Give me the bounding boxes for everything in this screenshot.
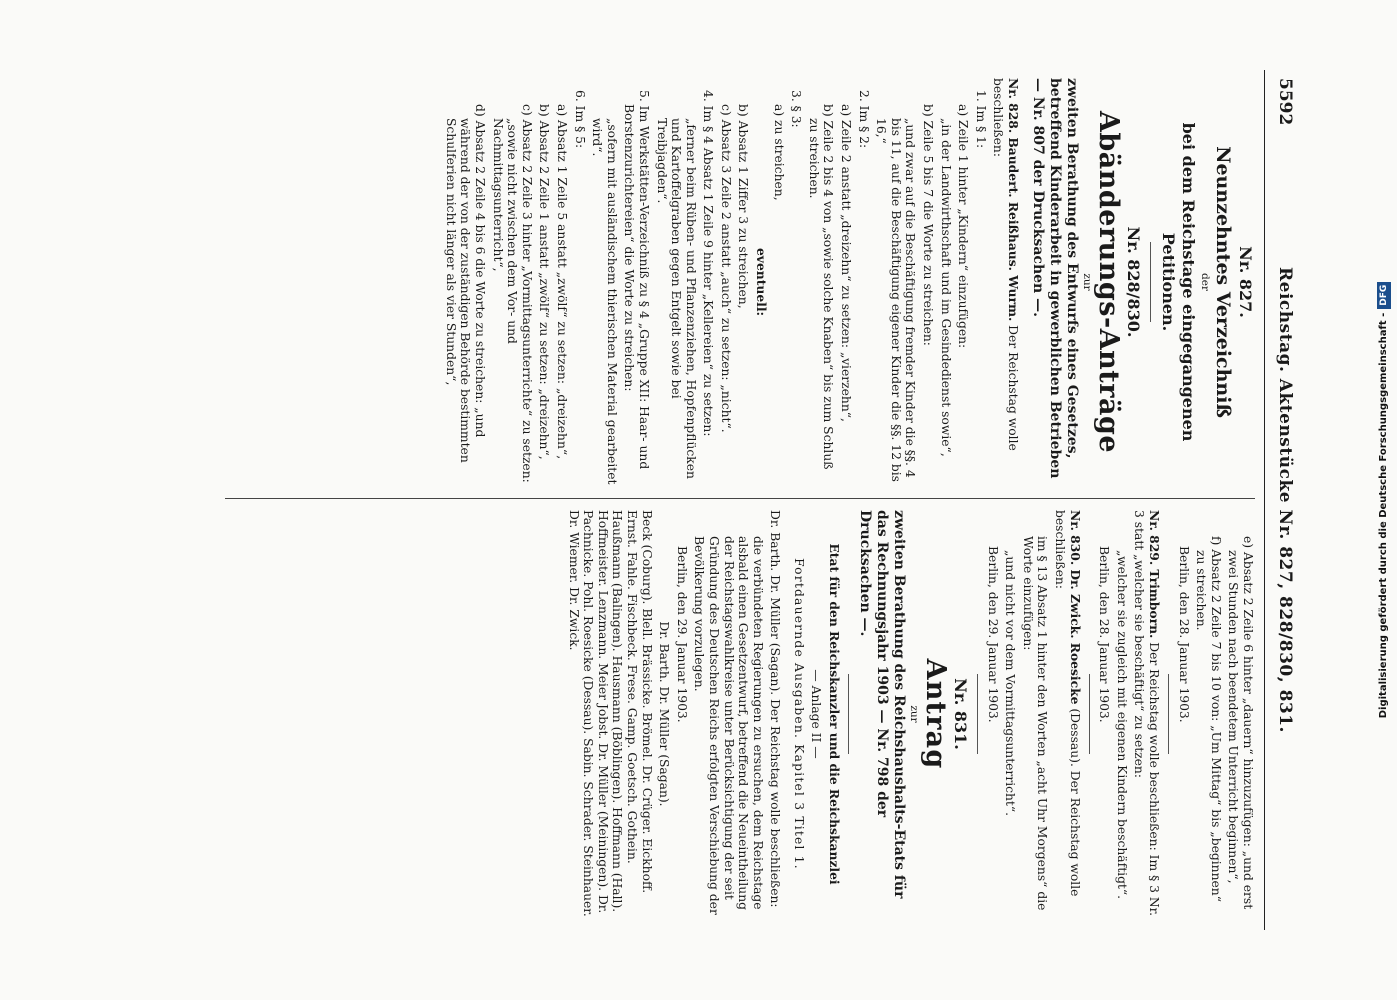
n829-text: Der Reichstag wolle beschließen: Im § 3 Nr. 3 statt „welcher sie beschäftigt“ zu setzen: bbox=[1131, 510, 1161, 917]
signatures-lead: Dr. Barth. Dr. Müller (Sagan). bbox=[656, 621, 671, 807]
etat-heading: Etat für den Reichskanzler und die Reichskanzlei bbox=[826, 543, 842, 885]
rotated-document-page bbox=[99, 70, 1299, 930]
n828-motion bbox=[990, 78, 1019, 486]
zur-label: zur bbox=[907, 705, 920, 723]
left-column bbox=[440, 78, 1255, 486]
item-5: 5. Im Werkstätten-Verzeichniß zu § 4 „Gruppe XII: Haar- und Borstenzurichtereien“ die Worte zu streichen: bbox=[621, 90, 651, 470]
n827-subtitle: bei dem Reichstage eingegangenen Petitionen. bbox=[1158, 122, 1198, 442]
item-1a-quote: „in der Landwirthschaft und im Gesindedienst sowie“, bbox=[938, 118, 953, 457]
item-1b-quote: „und zwar auf die Beschäftigung fremder Kinder die §§. 4 bis 11, auf die Beschäftigung eigener Kinder die §§. 12 bis 16,“ bbox=[873, 118, 917, 482]
barth-body: die verbündeten Regierungen zu ersuchen, dem Reichstage alsbald einen Gesetzentwurf, betreffend die Neueintheilung der Reichstagswahlkreise unter Berücksichtigung der seit Gründung des Deutschen Reichs erfolgten Verschiebung der Bevölkerung vorzulegen. bbox=[691, 536, 765, 915]
n830-text: (Dessau). Der Reichstag wolle beschließen: bbox=[1052, 510, 1082, 897]
item-6b: b) Absatz 2 Zeile 1 anstatt „zwölf“ zu setzen: „dreizehn“, bbox=[536, 104, 551, 460]
n828-830-heading: Nr. 828/830. bbox=[1123, 226, 1143, 338]
n829-motion bbox=[1131, 510, 1160, 918]
n828-names: Nr. 828. Baudert. Reißhaus. Wurm. bbox=[1005, 78, 1021, 322]
dfg-credit-label: Digitalisierung gefördert durch die Deutsche Forschungsgemeinschaft - bbox=[1378, 312, 1389, 719]
item-2: 2. Im § 2: bbox=[856, 90, 871, 149]
item-4: 4. Im § 4 Absatz 1 Zeile 9 hinter „Kellereien“ zu setzen: bbox=[700, 90, 715, 437]
fortdauernde-label: Fortdauernde Ausgaben. Kapitel 3 Titel 1. bbox=[791, 558, 806, 870]
dfg-badge: DFG bbox=[1377, 282, 1391, 309]
date-1: Berlin, den 28. Januar 1903. bbox=[1176, 546, 1191, 723]
dfg-credit-text bbox=[1377, 60, 1391, 940]
n830-motion bbox=[1052, 510, 1081, 918]
n827-der: der bbox=[1198, 273, 1211, 291]
antrag-title: Antrag bbox=[919, 658, 951, 770]
date-3: Berlin, den 29. Januar 1903. bbox=[985, 546, 1000, 723]
item-4-quote: „ferner beim Rüben- und Pflanzenziehen, Hopfenpflücken und Kartoffelgraben gegen Entgelt sowie bei Treibjagden“. bbox=[654, 118, 698, 479]
n828-text: Der Reichstag wolle beschließen: bbox=[990, 78, 1020, 451]
item-3c: c) Absatz 3 Zeile 2 anstatt „auch“ zu setzen: „nicht“. bbox=[718, 104, 733, 433]
item-3b: b) Absatz 1 Ziffer 3 zu streichen, bbox=[736, 104, 750, 309]
page-header bbox=[1267, 70, 1299, 930]
barth-motion: Dr. Barth. Dr. Müller (Sagan). Der Reichstag wolle beschließen: bbox=[767, 510, 782, 908]
n827-heading: Nr. 827. bbox=[1235, 246, 1255, 318]
item-6c: c) Absatz 2 Zeile 3 hinter „Vormittagsunterrichte“ zu setzen: „sowie nicht zwischen dem Vor- und Nachmittagsunterricht“, bbox=[490, 104, 534, 483]
divider bbox=[1168, 674, 1169, 754]
n827-title: Neunzehntes Verzeichniß bbox=[1211, 146, 1234, 418]
item-1: 1. Im § 1: bbox=[973, 90, 988, 149]
signatures-list: Beck (Coburg). Blell. Brässicke. Brömel. Dr. Crüger. Eickhoff. Ernst. Fahle. Fischbeck. Frese. Gamp. Goetsch. Gothein. Haußmann (Balingen). Hausmann (Böblingen). Hoffmann (Hall). Hoffmeister. Lenzmann. Meier Jobst. Dr. Müller (Meiningen). Dr. Pachnicke. Pohl. Roesicke (Dessau). Sabin. Schrader. Steinhauer. Dr. Wiemer. Dr. Zwick. bbox=[566, 510, 654, 917]
item-2b: b) Zeile 2 bis 4 von „sowie solche Knaben“ bis zum Schluß zu streichen. bbox=[806, 104, 835, 470]
n830-names: Nr. 830. Dr. Zwick. Roesicke bbox=[1067, 510, 1083, 705]
n830-body: im § 13 Absatz 1 hinter den Worten „acht Uhr Morgens“ die Worte einzufügen: bbox=[1020, 536, 1049, 911]
date-4: Berlin, den 29. Januar 1903. bbox=[674, 546, 689, 723]
item-3: 3. § 3: bbox=[788, 90, 803, 128]
item-3a: a) zu streichen, bbox=[771, 104, 786, 201]
divider bbox=[1150, 242, 1151, 322]
page-number: 5592 bbox=[1274, 78, 1295, 126]
item-6: 6. Im § 5: bbox=[572, 90, 587, 149]
anlage-label: — Anlage II — bbox=[809, 669, 823, 759]
intro-text: zweiten Berathung des Entwurfs eines Gesetzes, betreffend Kinderarbeit in gewerblichen Betrieben — Nr. 807 der Drucksachen —. bbox=[1029, 78, 1080, 479]
n831-heading: Nr. 831. bbox=[950, 678, 970, 750]
header-title: Reichstag. Aktenstücke Nr. 827, 828/830, 831. bbox=[1274, 267, 1295, 733]
item-6a: a) Absatz 1 Zeile 5 anstatt „zwölf“ zu setzen: „dreizehn“, bbox=[554, 104, 569, 460]
divider bbox=[1088, 674, 1089, 754]
item-2a: a) Zeile 2 anstatt „dreizehn“ zu setzen: „vierzehn“, bbox=[838, 104, 853, 422]
item-1a: a) Zeile 1 hinter „Kindern“ einzufügen: bbox=[955, 104, 970, 349]
date-2: Berlin, den 28. Januar 1903. bbox=[1096, 546, 1111, 723]
divider bbox=[977, 674, 978, 754]
zur-label: zur bbox=[1080, 273, 1093, 291]
header-rule bbox=[1264, 70, 1265, 930]
divider bbox=[848, 674, 849, 754]
side-credit bbox=[1372, 20, 1396, 980]
item-6f: f) Absatz 2 Zeile 7 bis 10 von: „Um Mittag“ bis „beginnen“ zu streichen. bbox=[1193, 536, 1223, 903]
antraege-title: Abänderungs-Anträge bbox=[1092, 110, 1124, 454]
n829-quote: „welcher sie zugleich mit eigenen Kindern beschäftigt“. bbox=[1114, 550, 1129, 900]
eventuell-label: eventuell: bbox=[753, 247, 769, 317]
item-6d: d) Absatz 2 Zeile 4 bis 6 die Worte zu streichen: „und während der von der zuständigen Behörde bestimmten Schulferien nicht länger als vier Stunden“, bbox=[443, 104, 487, 463]
n829-names: Nr. 829. Trimborn. bbox=[1146, 510, 1162, 639]
column-divider bbox=[225, 498, 1255, 499]
item-1b: b) Zeile 5 bis 7 die Worte zu streichen: bbox=[920, 104, 935, 346]
n830-quote: „und nicht vor dem Vormittagsunterricht“. bbox=[1002, 550, 1017, 817]
right-column bbox=[563, 510, 1255, 918]
item-5-quote: „sofern mit ausländischem thierischen Material gearbeitet wird“. bbox=[589, 118, 619, 485]
item-6e: e) Absatz 2 Zeile 6 hinter „dauern“ hinzuzufügen: „und erst zwei Stunden nach beendetem Unterricht beginnen“, bbox=[1225, 536, 1255, 910]
n831-intro: zweiten Berathung des Reichshaushalts-Etats für das Rechnungsjahr 1903 — Nr. 798 der Drucksachen —. bbox=[856, 510, 907, 899]
